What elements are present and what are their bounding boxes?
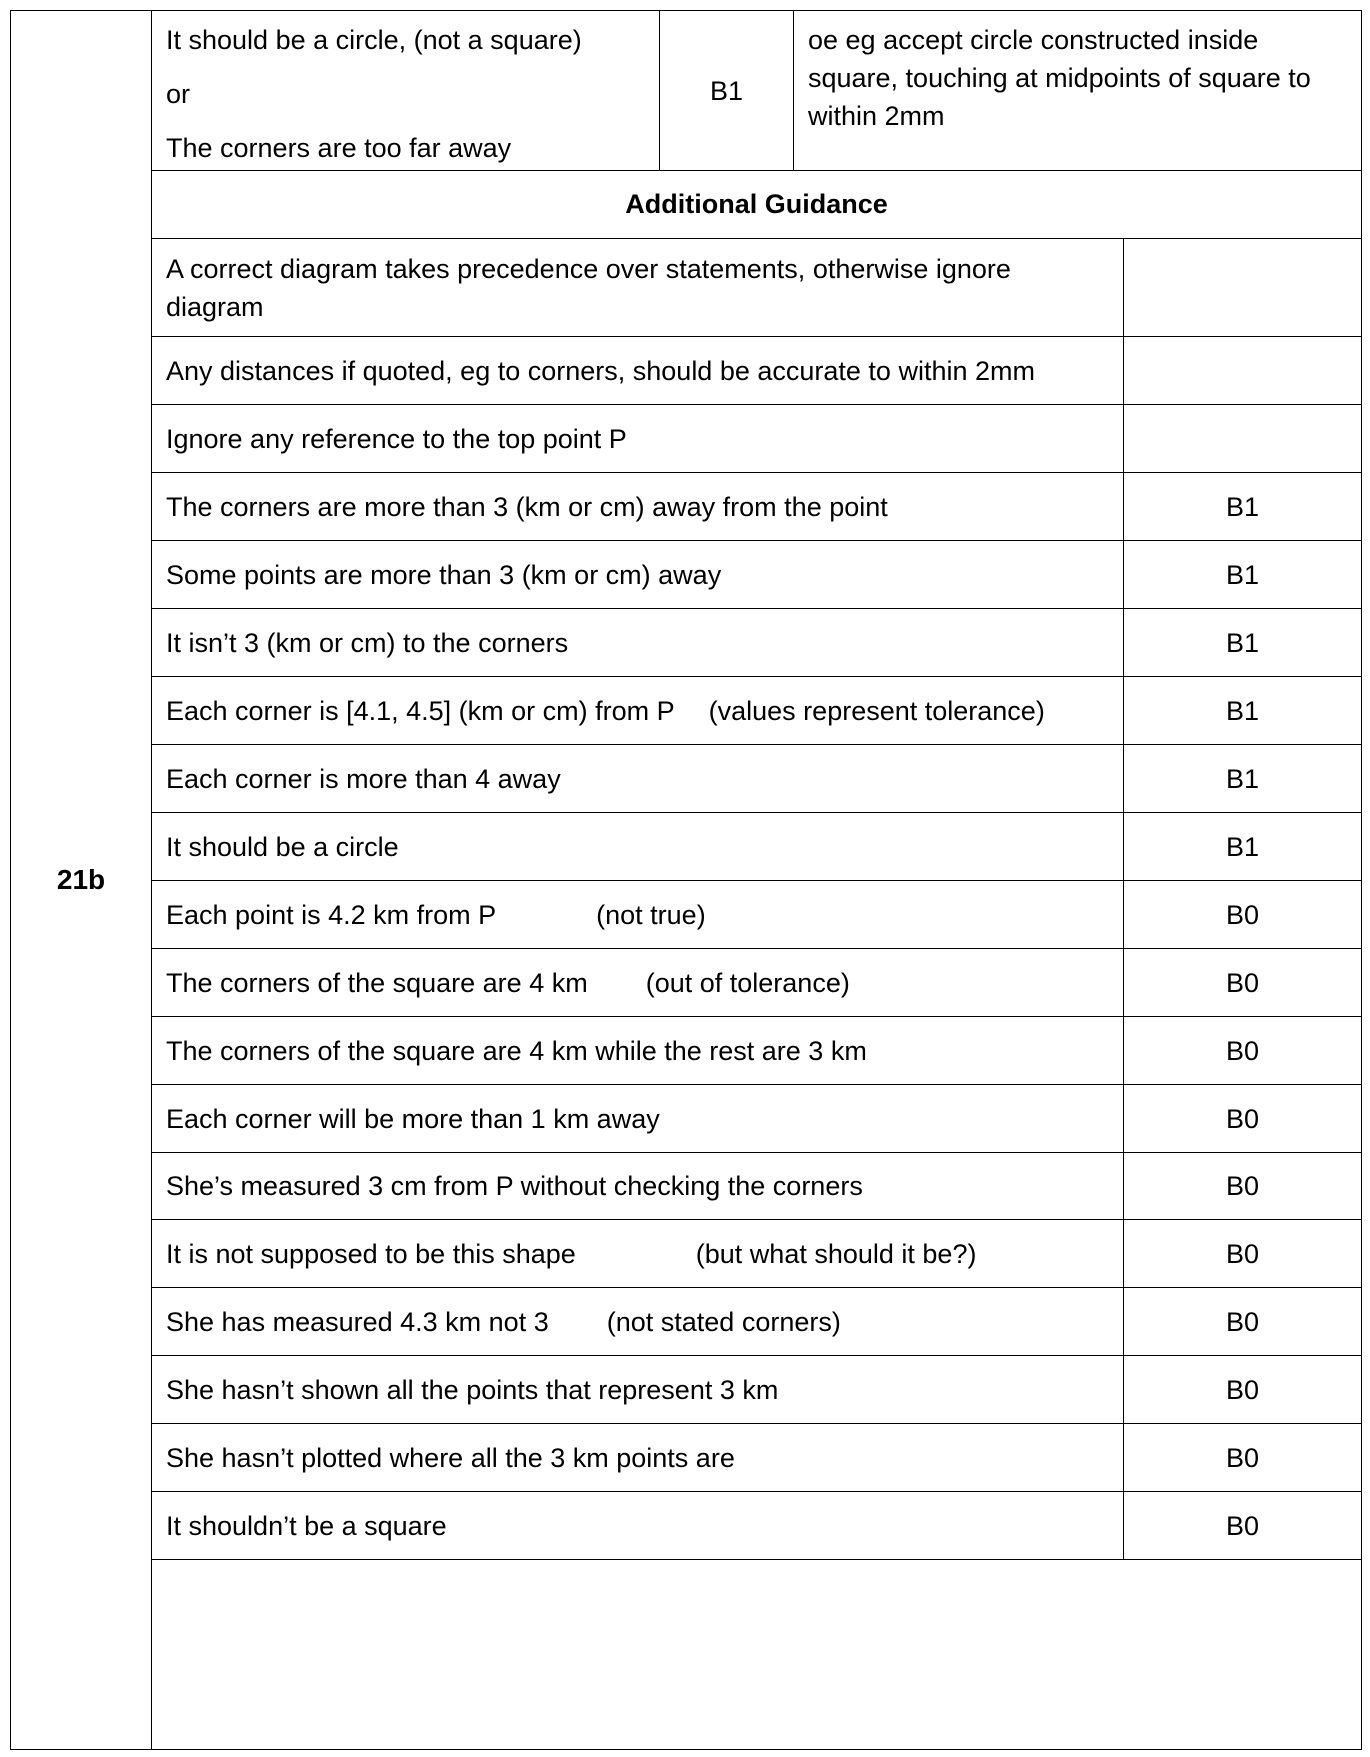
guidance-mark-cell — [1124, 1085, 1361, 1152]
guidance-text-cell — [152, 1153, 1124, 1219]
guidance-note: (not stated corners) — [606, 1306, 841, 1337]
guidance-text-cell — [152, 405, 1124, 472]
guidance-text: The corners of the square are 4 km — [166, 967, 588, 998]
guidance-text-cell — [152, 1017, 1124, 1084]
guidance-text: Each point is 4.2 km from P — [166, 899, 497, 930]
guidance-row — [152, 541, 1361, 609]
mark-scheme-table — [10, 10, 1362, 1750]
guidance-text: Any distances if quoted, eg to corners, should be accurate to within 2mm — [166, 355, 1035, 386]
guidance-mark: B1 — [1225, 627, 1260, 658]
guidance-text-cell — [152, 1288, 1124, 1355]
guidance-mark: B1 — [1225, 763, 1260, 794]
guidance-row — [152, 1017, 1361, 1085]
guidance-row — [152, 239, 1361, 337]
additional-guidance-title: Additional Guidance — [625, 189, 888, 219]
guidance-mark-cell — [1124, 609, 1361, 676]
guidance-row — [152, 405, 1361, 473]
guidance-row — [152, 949, 1361, 1017]
guidance-row — [152, 813, 1361, 881]
guidance-text-cell — [152, 745, 1124, 812]
guidance-text: It isn’t 3 (km or cm) to the corners — [166, 627, 569, 658]
guidance-mark: B0 — [1225, 1510, 1260, 1541]
guidance-mark-cell — [1124, 541, 1361, 608]
guidance-text: It shouldn’t be a square — [166, 1510, 447, 1541]
guidance-mark: B0 — [1225, 1171, 1260, 1201]
guidance-mark: B0 — [1225, 1035, 1260, 1066]
guidance-text-cell — [152, 1492, 1124, 1559]
guidance-mark: B0 — [1225, 967, 1260, 998]
guidance-mark: B1 — [1225, 491, 1260, 522]
mark-scheme-body — [152, 11, 1361, 1749]
guidance-row — [152, 1288, 1361, 1356]
guidance-text-cell — [152, 541, 1124, 608]
guidance-text-cell — [152, 881, 1124, 948]
guidance-text: It is not supposed to be this shape — [166, 1238, 576, 1269]
guidance-mark-cell — [1124, 405, 1361, 472]
guidance-text-cell — [152, 337, 1124, 404]
guidance-text-cell — [152, 1220, 1124, 1287]
answer-cell — [152, 11, 660, 170]
guidance-mark: B0 — [1225, 1238, 1260, 1269]
answer-line: It should be a circle, (not a square) — [166, 25, 582, 55]
guidance-mark-cell — [1124, 677, 1361, 744]
guidance-mark-cell — [1124, 1288, 1361, 1355]
guidance-text-cell — [152, 239, 1124, 336]
guidance-mark: B1 — [1225, 695, 1260, 726]
guidance-text: The corners of the square are 4 km while the rest are 3 km — [166, 1035, 867, 1066]
guidance-mark-cell — [1124, 337, 1361, 404]
guidance-mark-cell — [1124, 949, 1361, 1016]
answer-comment — [794, 11, 1361, 170]
answer-mark — [660, 11, 794, 170]
guidance-mark-cell — [1124, 881, 1361, 948]
guidance-text: Each corner is [4.1, 4.5] (km or cm) from P — [166, 695, 675, 726]
guidance-text-cell — [152, 813, 1124, 880]
guidance-text: She’s measured 3 cm from P without checking the corners — [166, 1171, 863, 1201]
guidance-text: A correct diagram takes precedence over statements, otherwise ignore diagram — [166, 253, 1011, 322]
guidance-note: (values represent tolerance) — [708, 695, 1045, 726]
guidance-mark: B0 — [1225, 1306, 1260, 1337]
guidance-mark-cell — [1124, 813, 1361, 880]
question-number: 21b — [56, 864, 106, 895]
guidance-mark-cell — [1124, 1492, 1361, 1559]
guidance-row — [152, 473, 1361, 541]
guidance-mark-cell — [1124, 1153, 1361, 1219]
guidance-mark-cell — [1124, 1356, 1361, 1423]
guidance-mark: B1 — [1225, 559, 1260, 590]
guidance-row — [152, 609, 1361, 677]
guidance-row — [152, 1153, 1361, 1220]
guidance-text: Ignore any reference to the top point P — [166, 423, 627, 454]
guidance-row — [152, 1085, 1361, 1153]
guidance-mark-cell — [1124, 1220, 1361, 1287]
guidance-row — [152, 1356, 1361, 1424]
guidance-text: She hasn’t plotted where all the 3 km points are — [166, 1442, 735, 1473]
answer-row — [152, 11, 1361, 171]
guidance-row — [152, 1492, 1361, 1560]
guidance-text-cell — [152, 949, 1124, 1016]
guidance-text: The corners are more than 3 (km or cm) away from the point — [166, 491, 888, 522]
guidance-mark: B0 — [1225, 1103, 1260, 1134]
guidance-text: It should be a circle — [166, 831, 399, 862]
guidance-note: (but what should it be?) — [695, 1238, 977, 1269]
guidance-mark-cell — [1124, 473, 1361, 540]
guidance-note: (out of tolerance) — [645, 967, 850, 998]
guidance-mark: B0 — [1225, 1374, 1260, 1405]
guidance-text: Some points are more than 3 (km or cm) away — [166, 559, 722, 590]
answer-comment-text: oe eg accept circle constructed inside square, touching at midpoints of square to within 2mm — [808, 25, 1311, 131]
answer-mark-value: B1 — [709, 75, 744, 106]
guidance-mark-cell — [1124, 745, 1361, 812]
guidance-mark: B0 — [1225, 1442, 1260, 1473]
guidance-text: Each corner will be more than 1 km away — [166, 1103, 660, 1134]
answer-line: or — [166, 79, 191, 109]
answer-line: The corners are too far away — [166, 133, 512, 163]
guidance-text: She has measured 4.3 km not 3 — [166, 1306, 549, 1337]
guidance-text: She hasn’t shown all the points that represent 3 km — [166, 1374, 779, 1405]
guidance-text-cell — [152, 609, 1124, 676]
guidance-text-cell — [152, 677, 1124, 744]
guidance-text-cell — [152, 1424, 1124, 1491]
guidance-row — [152, 677, 1361, 745]
question-number-cell — [11, 11, 152, 1749]
guidance-mark-cell — [1124, 1017, 1361, 1084]
guidance-note: (not true) — [596, 899, 706, 930]
guidance-text-cell — [152, 1356, 1124, 1423]
guidance-row — [152, 1220, 1361, 1288]
guidance-row — [152, 337, 1361, 405]
guidance-text-cell — [152, 473, 1124, 540]
additional-guidance-heading — [152, 171, 1361, 239]
guidance-text: Each corner is more than 4 away — [166, 763, 561, 794]
guidance-mark: B0 — [1225, 899, 1260, 930]
guidance-mark-cell — [1124, 239, 1361, 336]
guidance-mark: B1 — [1225, 831, 1260, 862]
guidance-text-cell — [152, 1085, 1124, 1152]
guidance-row — [152, 745, 1361, 813]
guidance-mark-cell — [1124, 1424, 1361, 1491]
guidance-row — [152, 881, 1361, 949]
guidance-row — [152, 1424, 1361, 1492]
